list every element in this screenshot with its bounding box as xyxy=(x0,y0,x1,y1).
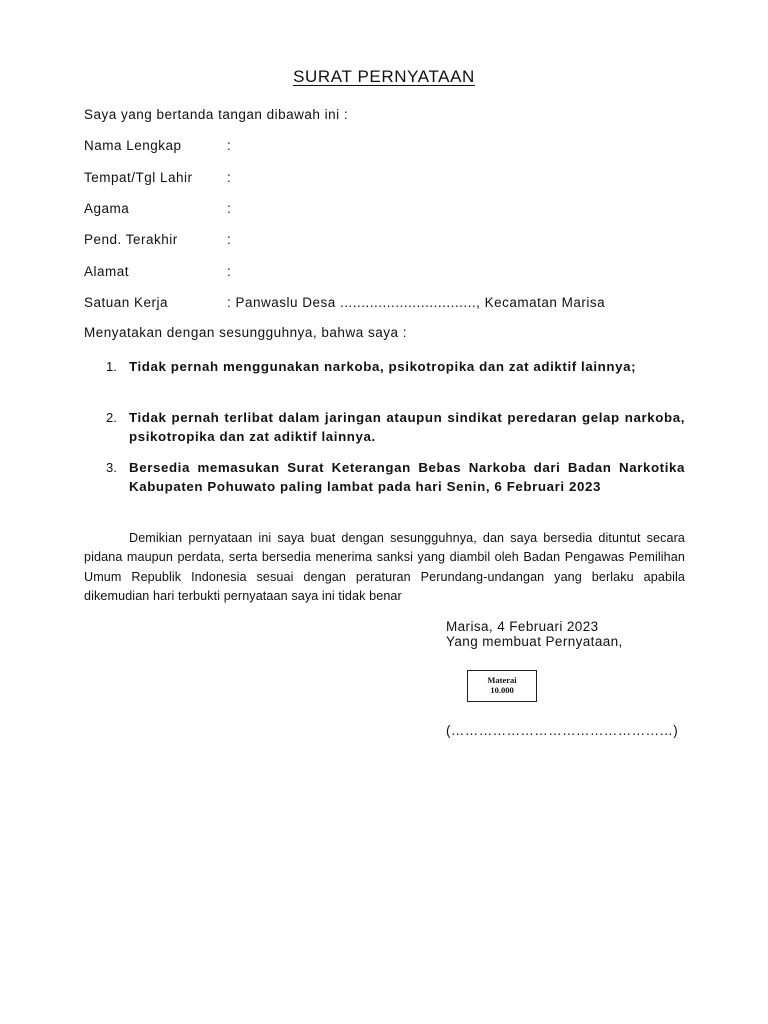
field-label-nama: Nama Lengkap xyxy=(84,138,182,153)
closing-paragraph: Demikian pernyataan ini saya buat dengan sesungguhnya, dan saya bersedia dituntut secara pidana maupun perdata, serta bersedia menerima sanksi yang diambil oleh Badan Pengawas Pemilihan Umum Republik Indonesia sesuai dengan peraturan Perundang-undangan yang berlaku apabila dikemudian hari terbukti pernyataan saya ini tidak benar xyxy=(84,531,685,603)
field-value-agama: : xyxy=(227,201,232,216)
signature-name-placeholder: (…………………………………………) xyxy=(446,723,679,738)
field-value-ttl: : xyxy=(227,170,232,185)
statement-number: 2. xyxy=(106,410,117,425)
field-label-agama: Agama xyxy=(84,201,130,216)
declaration-intro: Menyatakan dengan sesungguhnya, bahwa saya : xyxy=(84,325,407,340)
statement-text: Bersedia memasukan Surat Keterangan Bebas Narkoba dari Badan Narkotika Kabupaten Pohuwato paling lambat pada hari Senin, 6 Februari 2023 xyxy=(129,460,685,494)
stamp-label: Materai xyxy=(487,675,517,685)
field-value-satuan-kerja: : Panwaslu Desa ................................, Kecamatan Marisa xyxy=(227,295,606,310)
field-value-alamat: : xyxy=(227,264,232,279)
field-value-pendidikan: : xyxy=(227,232,232,247)
statement-text: Tidak pernah terlibat dalam jaringan ataupun sindikat peredaran gelap narkoba, psikotropika dan zat adiktif lainnya. xyxy=(129,410,685,444)
field-label-pendidikan: Pend. Terakhir xyxy=(84,232,178,247)
signature-place-date: Marisa, 4 Februari 2023 xyxy=(446,619,599,634)
stamp-value: 10.000 xyxy=(490,685,514,695)
statement-number: 1. xyxy=(106,359,117,374)
field-label-alamat: Alamat xyxy=(84,264,130,279)
field-value-nama: : xyxy=(227,138,232,153)
field-label-ttl: Tempat/Tgl Lahir xyxy=(84,170,193,185)
field-label-satuan-kerja: Satuan Kerja xyxy=(84,295,169,310)
statement-number: 3. xyxy=(106,460,117,475)
statement-text: Tidak pernah menggunakan narkoba, psikotropika dan zat adiktif lainnya; xyxy=(129,359,637,374)
stamp-box xyxy=(467,670,537,702)
document-title: SURAT PERNYATAAN xyxy=(293,67,475,86)
signature-role: Yang membuat Pernyataan, xyxy=(446,634,623,649)
intro-text: Saya yang bertanda tangan dibawah ini : xyxy=(84,107,349,122)
